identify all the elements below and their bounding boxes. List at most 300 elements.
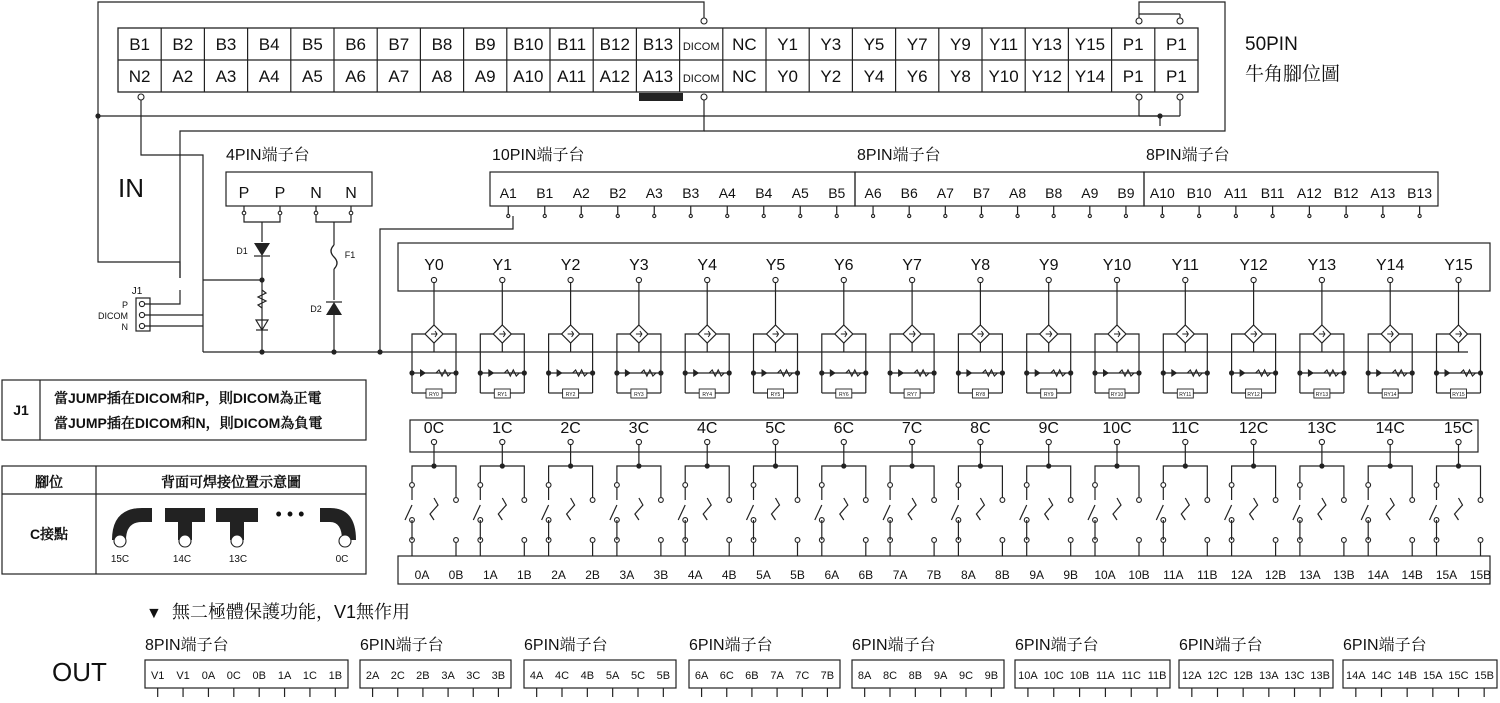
terminal-pin <box>543 214 546 217</box>
input-terminal-pin-label: B1 <box>536 185 554 201</box>
input-terminal-pin-label: A10 <box>1149 185 1175 201</box>
y-terminal <box>1388 277 1393 282</box>
terminal-pin <box>1161 214 1164 217</box>
connector-pin-label: Y4 <box>863 67 885 86</box>
out-terminal-pin-label: 11B <box>1147 670 1167 682</box>
connector-pin-label: Y7 <box>906 35 928 54</box>
out-terminal-pin-label: 14B <box>1397 670 1417 682</box>
wire-opto <box>511 334 524 372</box>
out-terminal-pin-label: 15B <box>1474 670 1494 682</box>
y-terminal <box>431 277 436 282</box>
common-label: 12C <box>1238 420 1269 437</box>
connector-title: 50PIN <box>1245 34 1298 55</box>
contact-dot <box>1000 538 1005 543</box>
switch-icon <box>1181 498 1189 520</box>
out-terminal-pin-label: 2B <box>416 670 430 682</box>
terminal-pin <box>944 214 947 217</box>
connector-pin-label: P1 <box>1122 67 1144 86</box>
pad-hole <box>179 535 191 547</box>
contact-dot <box>1161 483 1166 488</box>
relay-label: RY5 <box>770 392 781 398</box>
relay-label: RY7 <box>907 392 917 398</box>
out-terminal-pin-label: 7B <box>820 670 835 682</box>
out-terminal-title: 6PIN端子台 <box>689 637 773 654</box>
j1-note-line1: 當JUMP插在DICOM和P，則DICOM為正電 <box>54 390 322 406</box>
contact-label: 9B <box>1063 568 1079 582</box>
terminal-dot <box>701 18 707 24</box>
contact-label: 2B <box>585 568 600 582</box>
y-channel-label: Y8 <box>970 257 991 274</box>
connector-pin-label: B1 <box>129 35 150 54</box>
contact-label: 3B <box>653 568 669 582</box>
common-terminal <box>636 439 641 444</box>
junction-dot <box>331 349 336 354</box>
y-terminal <box>841 277 846 282</box>
contact-dot <box>727 498 732 503</box>
connector-pin-label: Y14 <box>1074 67 1106 86</box>
j1-pin <box>139 323 144 328</box>
contact-dot <box>1137 538 1142 543</box>
out-terminal-pin-label: 1A <box>277 670 292 682</box>
y-terminal <box>636 277 641 282</box>
input-terminal-pin-label: B8 <box>1045 185 1063 201</box>
out-terminal-pin-label: 2A <box>365 670 380 682</box>
switch-icon <box>498 498 506 520</box>
out-terminal-pin-label: 5B <box>656 670 671 682</box>
connector-pin-label: Y11 <box>989 35 1019 54</box>
out-terminal-pin-label: V1 <box>150 670 165 682</box>
connector-pin-label: A6 <box>345 67 366 86</box>
y-terminal <box>705 277 710 282</box>
contact-label: 0B <box>448 568 464 582</box>
four-pin-title: 4PIN端子台 <box>226 147 310 164</box>
y-terminal <box>1114 277 1119 282</box>
common-label: 10C <box>1102 420 1132 437</box>
connector-pin-label: A10 <box>513 67 544 86</box>
contact-dot <box>454 538 459 543</box>
relay-label: RY1 <box>497 392 508 398</box>
contact-dot <box>819 483 824 488</box>
common-label: 14C <box>1375 420 1405 437</box>
note-marker-icon: ▼ <box>146 605 162 622</box>
out-terminal-pin-label: 12C <box>1207 670 1228 682</box>
common-label: 5C <box>765 420 786 437</box>
connector-pin-label: A5 <box>302 67 323 86</box>
y-terminal <box>910 277 915 282</box>
out-terminal-pin-label: 12B <box>1233 670 1253 682</box>
contact-dot <box>751 483 756 488</box>
terminal-pin <box>242 211 246 215</box>
relay-label: RY8 <box>975 392 986 398</box>
connector-pin-label: B10 <box>513 35 544 54</box>
terminal-pin <box>689 214 692 217</box>
contact-label: 0A <box>414 568 430 582</box>
input-terminal-pin-label: A3 <box>645 185 663 201</box>
connector-pin-label: A13 <box>642 67 674 86</box>
contact-dot <box>1093 483 1098 488</box>
y-channel-label: Y6 <box>834 257 854 274</box>
out-terminal-pin-label: 13C <box>1284 670 1305 682</box>
terminal-pin <box>1052 214 1055 217</box>
contact-label: 9A <box>1029 568 1045 582</box>
out-terminal-pin-label: 0A <box>201 670 216 682</box>
wire-opto <box>785 334 798 372</box>
contact-label: 11B <box>1197 568 1218 582</box>
diode-d2-icon <box>326 302 342 315</box>
terminal-pin <box>835 214 838 217</box>
connector-pin-label: P1 <box>1166 35 1187 54</box>
input-terminal-pin-label: B10 <box>1186 185 1212 201</box>
terminal-pin <box>1016 214 1019 217</box>
terminal-dot <box>1136 18 1142 24</box>
wire-opto <box>921 334 934 372</box>
contact-dot <box>1410 498 1415 503</box>
y-channel-label: Y10 <box>1102 257 1132 274</box>
wire-opto <box>1331 334 1344 372</box>
relay-label: RY10 <box>1110 392 1124 398</box>
contact-dot <box>795 538 800 543</box>
pin-table-header-right: 背面可焊接位置示意圖 <box>161 474 301 490</box>
out-terminal-pin-label: 14A <box>1346 670 1366 682</box>
switch-icon <box>1113 498 1121 520</box>
pad-hole <box>231 535 243 547</box>
input-terminal-pin-label: A11 <box>1223 185 1248 201</box>
connector-pin-label: A8 <box>431 67 453 86</box>
common-label: 3C <box>628 420 650 437</box>
contact-dot <box>1205 498 1210 503</box>
terminal-pin <box>726 214 729 217</box>
contact-label: 3A <box>619 568 635 582</box>
contact-dot <box>932 498 937 503</box>
contact-dot <box>888 483 893 488</box>
pin-table-row-label: C接點 <box>29 526 69 542</box>
diode-d1-icon <box>254 243 270 256</box>
out-terminal-title: 6PIN端子台 <box>1343 637 1427 654</box>
out-terminal-pin-label: 6B <box>745 670 759 682</box>
common-label: 13C <box>1307 420 1337 437</box>
wire-opto <box>958 334 971 372</box>
wire-opto <box>549 334 562 372</box>
contact-label: 10B <box>1128 568 1150 582</box>
input-terminal-pin-label: B6 <box>900 185 918 201</box>
switch-icon <box>840 498 848 520</box>
y-channel-label: Y2 <box>560 257 581 274</box>
contact-dot <box>1024 483 1029 488</box>
out-terminal-pin-label: 5A <box>605 670 620 682</box>
common-label: 9C <box>1038 420 1059 437</box>
terminal-pin <box>653 214 656 217</box>
out-terminal-box <box>852 660 1004 688</box>
terminal-pin <box>980 214 983 217</box>
out-terminal-pin-label: 7C <box>795 670 810 682</box>
y-channel-label: Y0 <box>424 257 444 274</box>
connector-pin-label: B11 <box>557 35 587 54</box>
switch-icon <box>908 498 916 520</box>
four-pin-label: P <box>274 185 286 202</box>
connector-pin-label: B12 <box>599 35 630 54</box>
terminal-pin <box>1124 214 1127 217</box>
out-terminal-pin-label: 13A <box>1259 670 1279 682</box>
wire-a1-common <box>380 216 513 352</box>
wire-opto <box>1095 334 1108 372</box>
contact-dot <box>615 483 620 488</box>
connector-pin-label: Y8 <box>950 67 971 86</box>
contact-dot <box>1229 483 1234 488</box>
connector-pin-label: Y15 <box>1074 35 1106 54</box>
relay-label: RY3 <box>634 392 644 398</box>
wire-opto <box>716 334 729 372</box>
out-terminal-pin-label: 8A <box>857 670 872 682</box>
common-terminal <box>1456 439 1461 444</box>
out-terminal-pin-label: 6C <box>719 670 734 682</box>
contact-label: 15A <box>1435 568 1458 582</box>
input-terminal-title: 8PIN端子台 <box>1146 147 1230 164</box>
terminal-dot <box>701 94 707 100</box>
wire-opto <box>1263 334 1276 372</box>
contact-label: 6B <box>858 568 874 582</box>
connector-pin-label: NC <box>732 67 757 86</box>
contact-label: 2A <box>551 568 566 582</box>
out-terminal-title: 6PIN端子台 <box>852 637 936 654</box>
contact-label: 4B <box>721 568 737 582</box>
connector-pin-label: B6 <box>345 35 366 54</box>
connector-pin-label: Y12 <box>1031 67 1062 86</box>
connector-pin-label: B9 <box>474 35 496 54</box>
common-terminal <box>500 439 505 444</box>
y-terminal <box>773 277 778 282</box>
contact-label: 8B <box>995 568 1010 582</box>
out-terminal-pin-label: 11C <box>1121 670 1141 682</box>
wire-opto <box>822 334 835 372</box>
connector-pin-label: NC <box>732 35 757 54</box>
j1-note-box <box>2 380 366 440</box>
relay-label: RY15 <box>1452 392 1465 398</box>
connector-pin-label: A3 <box>215 67 237 86</box>
contact-dot <box>1298 483 1303 488</box>
input-terminal-title: 8PIN端子台 <box>857 147 941 164</box>
switch-icon <box>1250 498 1258 520</box>
relay-label: RY4 <box>702 392 713 398</box>
connector-pin-label: A9 <box>474 67 496 86</box>
out-terminal-pin-label: 1B <box>328 670 343 682</box>
y-channel-label: Y3 <box>629 257 649 274</box>
connector-pin-label: Y13 <box>1031 35 1062 54</box>
contact-dot <box>1137 498 1142 503</box>
out-terminal-pin-label: 0B <box>252 670 266 682</box>
y-channel-label: Y14 <box>1375 257 1405 274</box>
y-channel-label: Y7 <box>902 257 922 274</box>
wire-opto <box>1126 334 1139 372</box>
relay-label: RY0 <box>429 392 439 398</box>
contact-dot <box>522 538 527 543</box>
contact-label: 15B <box>1469 568 1492 582</box>
contact-label: 8A <box>961 568 976 582</box>
switch-icon <box>772 498 780 520</box>
contact-label: 14A <box>1367 568 1389 582</box>
switch-icon <box>567 498 575 520</box>
switch-icon <box>430 498 438 520</box>
out-terminal-pin-label: 6A <box>694 670 709 682</box>
wire-opto <box>443 334 456 372</box>
input-terminal-pin-label: A12 <box>1296 185 1322 201</box>
contact-label: 1A <box>482 568 498 582</box>
switch-icon <box>1386 498 1394 520</box>
four-pin-label: N <box>310 185 322 202</box>
wire-opto <box>1058 334 1071 372</box>
four-pin-label: N <box>345 185 357 202</box>
common-terminal <box>910 439 915 444</box>
common-terminal <box>1388 439 1393 444</box>
wire-opto <box>1300 334 1313 372</box>
common-label: 0C <box>423 420 445 437</box>
input-terminal-pin-label: A9 <box>1081 185 1099 201</box>
contact-dot <box>659 498 664 503</box>
y-channel-label: Y12 <box>1239 257 1268 274</box>
pad-hole <box>339 535 351 547</box>
out-terminal-pin-label: 9C <box>958 670 974 682</box>
out-terminal-pin-label: 4A <box>529 670 544 682</box>
wire-opto <box>1468 334 1481 372</box>
out-terminal-pin-label: 10A <box>1018 670 1038 682</box>
out-terminal-pin-label: 1C <box>302 670 317 682</box>
out-terminal-pin-label: 15A <box>1423 670 1443 682</box>
common-terminal <box>1046 439 1051 444</box>
wire-opto <box>1437 334 1450 372</box>
out-terminal-box <box>689 660 840 688</box>
contact-label: 12B <box>1264 568 1287 582</box>
ellipsis: • • • <box>275 504 305 524</box>
input-terminal-pin-label: A13 <box>1370 185 1396 201</box>
connector-pin-label: Y6 <box>906 67 928 86</box>
wire-dicom-top <box>98 2 704 116</box>
out-terminal-pin-label: 5C <box>630 670 646 682</box>
out-terminal-pin-label: 3B <box>491 670 506 682</box>
wire-opto <box>890 334 903 372</box>
pad-label: 0C <box>335 554 349 565</box>
junction-dot <box>259 349 264 354</box>
contact-dot <box>410 483 415 488</box>
connector-pin-label: A11 <box>557 67 587 86</box>
y-terminal <box>500 277 505 282</box>
terminal-pin <box>908 214 911 217</box>
common-label: 7C <box>901 420 923 437</box>
wire-opto <box>989 334 1002 372</box>
common-terminal <box>1183 439 1188 444</box>
contact-dot <box>1000 498 1005 503</box>
connector-pin-label: N2 <box>128 67 151 86</box>
contact-label: 4A <box>687 568 703 582</box>
contact-label: 5B <box>790 568 805 582</box>
out-terminal-pin-label: 7A <box>770 670 784 682</box>
y-terminal <box>1456 277 1461 282</box>
switch-icon <box>1318 498 1326 520</box>
relay-label: RY9 <box>1043 392 1054 398</box>
terminal-pin <box>1418 214 1421 217</box>
y-channel-label: Y11 <box>1171 257 1199 274</box>
contact-label: 10A <box>1094 568 1116 582</box>
connector-pin-label: B13 <box>642 35 674 54</box>
switch-icon <box>1045 498 1053 520</box>
y-terminal <box>978 277 983 282</box>
out-terminal-box <box>360 660 511 688</box>
y-terminal <box>1183 277 1188 282</box>
out-terminal-pin-label: 4B <box>580 670 595 682</box>
connector-pin-label: P1 <box>1122 35 1144 54</box>
out-terminal-pin-label: 8C <box>882 670 898 682</box>
common-terminal <box>841 439 846 444</box>
y-terminal <box>568 277 573 282</box>
relay-label: RY2 <box>565 392 576 398</box>
input-terminal-pin-label: B12 <box>1333 185 1359 201</box>
terminal-pin <box>1381 214 1384 217</box>
contact-dot <box>546 483 551 488</box>
out-terminal-box <box>524 660 676 688</box>
j1-note-label: J1 <box>13 402 29 418</box>
contact-label: 13B <box>1333 568 1355 582</box>
y-channel-label: Y15 <box>1444 257 1473 274</box>
input-terminal-pin-label: B4 <box>755 185 773 201</box>
j1-note-line2: 當JUMP插在DICOM和N，則DICOM為負電 <box>54 415 323 431</box>
contact-dot <box>1478 498 1483 503</box>
wire-opto <box>754 334 767 372</box>
out-terminal-pin-label: 3C <box>466 670 481 682</box>
connector-pin-label: DICOM <box>682 73 720 85</box>
input-terminal-box <box>855 172 1144 206</box>
input-terminal-pin-label: B11 <box>1260 185 1285 201</box>
protection-note: 無二極體保護功能，V1無作用 <box>172 602 411 622</box>
common-terminal <box>978 439 983 444</box>
out-terminal-title: 6PIN端子台 <box>1179 637 1263 654</box>
connector-pin-label: Y3 <box>820 35 842 54</box>
contact-dot <box>1342 498 1347 503</box>
contact-dot <box>1068 498 1073 503</box>
contact-dot <box>727 538 732 543</box>
common-label: 6C <box>833 420 855 437</box>
input-terminal-title: 10PIN端子台 <box>492 147 585 164</box>
contact-label: 5A <box>756 568 771 582</box>
contact-dot <box>1068 538 1073 543</box>
common-terminal <box>1319 439 1324 444</box>
out-terminal-title: 8PIN端子台 <box>145 637 229 654</box>
contact-dot <box>1366 483 1371 488</box>
contact-label: 7B <box>926 568 942 582</box>
j1-pin <box>139 312 144 317</box>
contact-dot <box>590 538 595 543</box>
common-terminal <box>773 439 778 444</box>
relay-label: RY13 <box>1315 392 1329 398</box>
common-label: 15C <box>1443 420 1474 437</box>
y-channel-label: Y9 <box>1038 257 1059 274</box>
connector-pin-label: B7 <box>388 35 410 54</box>
pad-label: 14C <box>172 554 192 565</box>
wire-opto <box>1163 334 1176 372</box>
contact-label: 6A <box>824 568 840 582</box>
wire-opto <box>1368 334 1381 372</box>
y-channel-label: Y5 <box>765 257 786 274</box>
common-terminal <box>705 439 710 444</box>
out-terminal-pin-label: V1 <box>176 670 190 682</box>
connector-pin-label: Y2 <box>820 67 842 86</box>
terminal-pin <box>799 214 802 217</box>
pad-hole <box>114 535 126 547</box>
wire-opto <box>617 334 630 372</box>
f1-label: F1 <box>344 250 356 260</box>
contact-dot <box>1342 538 1347 543</box>
terminal-pin <box>278 211 282 215</box>
contact-dot <box>1273 538 1278 543</box>
contact-dot <box>863 498 868 503</box>
contact-label: 13A <box>1299 568 1321 582</box>
